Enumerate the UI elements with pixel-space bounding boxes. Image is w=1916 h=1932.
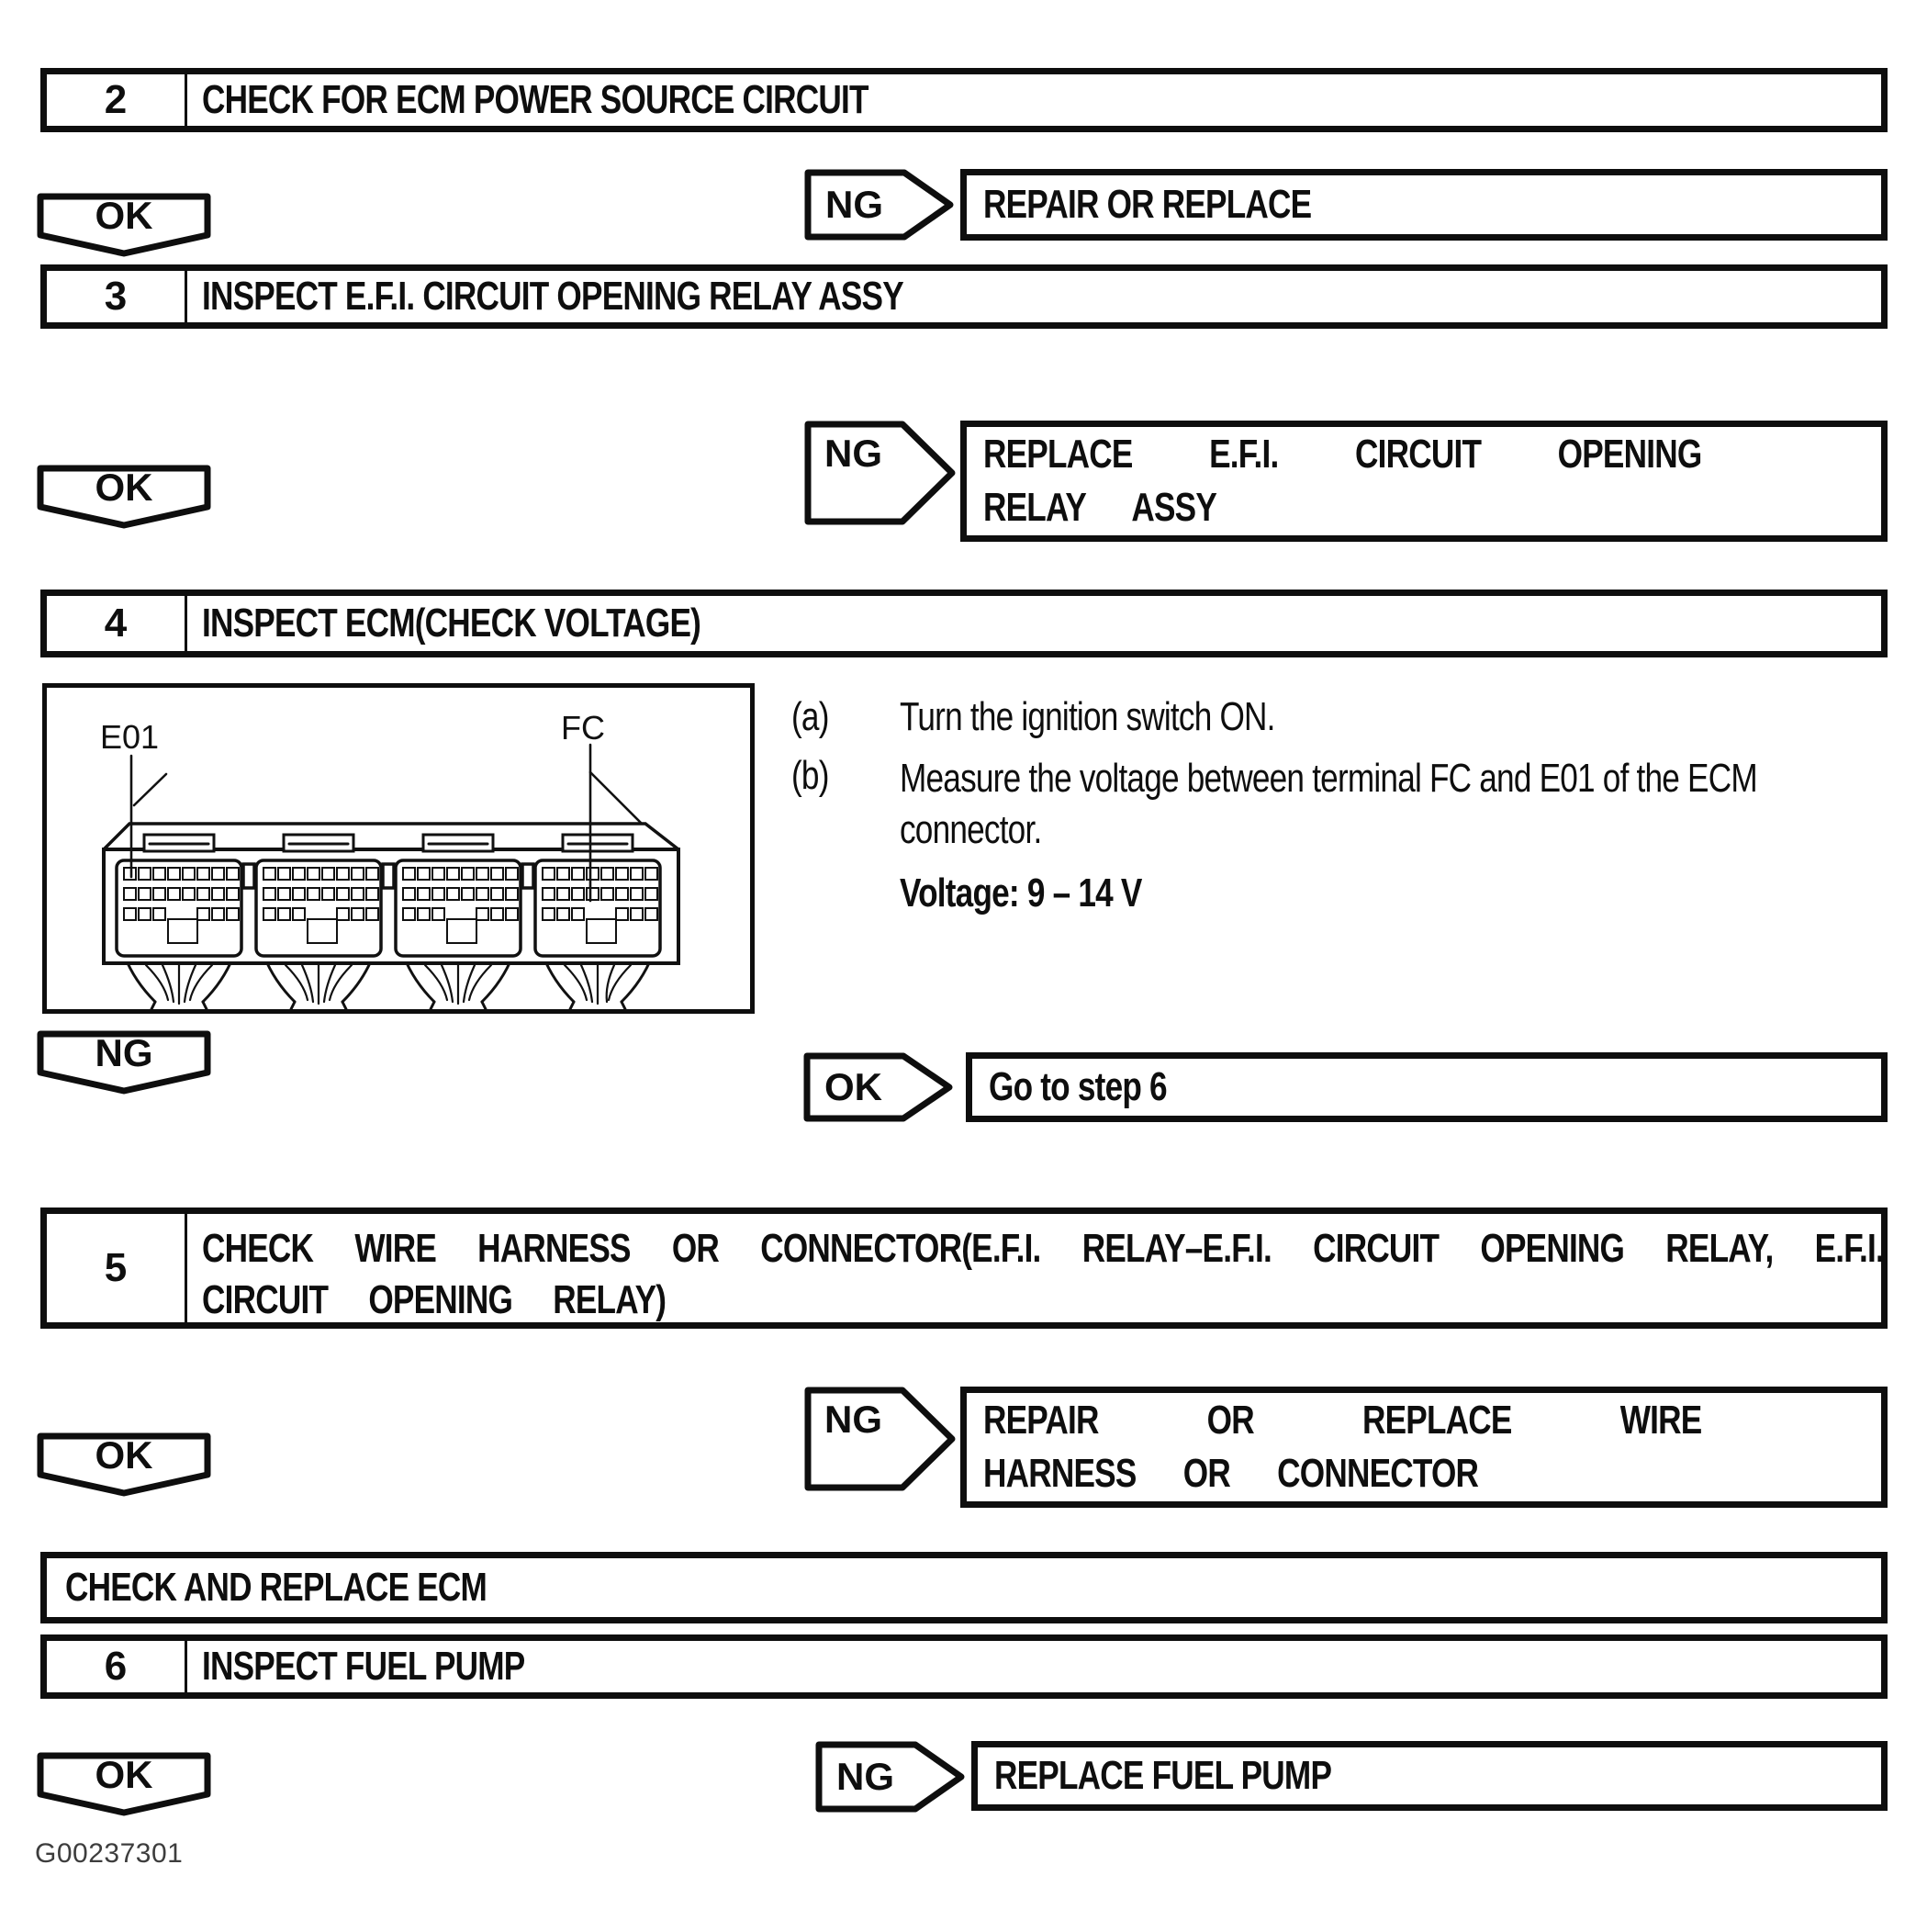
voltage-spec: Voltage: 9 – 14 V [900, 871, 1142, 915]
step3-header [40, 264, 1888, 329]
step6-result-box [971, 1741, 1888, 1811]
voltage-spec-row [900, 871, 1888, 916]
step3-ng-arrow [804, 421, 956, 525]
step2-header [40, 68, 1888, 132]
step3-ok-pentagon [37, 465, 211, 529]
step3-title: INSPECT E.F.I. CIRCUIT OPENING RELAY ASSY [202, 274, 903, 319]
step6-ok-label: OK [95, 1753, 153, 1796]
step3-ok-label: OK [95, 466, 153, 509]
step4-ok-arrow [803, 1052, 953, 1122]
step4-result-text: Go to step 6 [989, 1064, 1167, 1109]
ecm-connector-figure [42, 683, 755, 1014]
step6-number: 6 [104, 1644, 128, 1689]
step4-header [40, 590, 1888, 657]
check-replace-ecm-text: CHECK AND REPLACE ECM [65, 1565, 487, 1610]
step2-number-cell [47, 74, 187, 126]
step3-result-box [960, 421, 1888, 542]
figure-code: G00237301 [35, 1838, 184, 1869]
instruction-b [791, 753, 1888, 856]
step3-ng-label: NG [824, 432, 882, 475]
step4-instructions [791, 694, 1888, 916]
step6-ng-arrow [815, 1741, 965, 1813]
step2-title: CHECK FOR ECM POWER SOURCE CIRCUIT [202, 77, 868, 122]
step2-ng-label: NG [825, 183, 883, 226]
step2-result-text: REPAIR OR REPLACE [983, 182, 1312, 227]
step2-number: 2 [104, 77, 128, 122]
step3-title-cell [187, 271, 1881, 322]
step6-result-text: REPLACE FUEL PUMP [994, 1753, 1332, 1798]
step4-number-cell [47, 596, 187, 651]
figure-label-e01: E01 [100, 718, 160, 756]
step6-title-cell [187, 1641, 1881, 1692]
step6-number-cell [47, 1641, 187, 1692]
step2-result-box [960, 169, 1888, 241]
step5-result-text: REPAIR OR REPLACE WIRE HARNESS OR CONNECTOR [983, 1398, 1702, 1496]
step5-result-box [960, 1387, 1888, 1508]
step5-ok-pentagon [37, 1432, 211, 1497]
step3-number-cell [47, 271, 187, 322]
ecm-connector-art [47, 688, 750, 1009]
instruction-a-text: Turn the ignition switch ON. [900, 694, 1275, 739]
step6-ok-pentagon [37, 1752, 211, 1816]
step5-ok-label: OK [95, 1433, 153, 1477]
step2-ok-label: OK [95, 194, 153, 237]
step3-number: 3 [104, 274, 128, 319]
step4-result-box [966, 1052, 1888, 1122]
step3-result-text: REPLACE E.F.I. CIRCUIT OPENING RELAY ASSY [983, 432, 1702, 530]
instruction-a-index: (a) [791, 694, 829, 739]
step4-ng-pentagon [37, 1030, 211, 1095]
step6-ng-label: NG [836, 1755, 894, 1798]
figure-label-fc: FC [561, 709, 605, 747]
step4-ok-label: OK [824, 1065, 882, 1108]
step5-title-cell [187, 1214, 1916, 1322]
step6-header [40, 1634, 1888, 1699]
step5-number-cell [47, 1214, 187, 1322]
instruction-b-index: (b) [791, 753, 829, 798]
instruction-a [791, 694, 1888, 740]
step2-title-cell [187, 74, 1881, 126]
step4-title-cell [187, 596, 1881, 651]
step2-ng-arrow [804, 169, 954, 241]
step4-number: 4 [104, 601, 128, 646]
step4-title: INSPECT ECM(CHECK VOLTAGE) [202, 601, 701, 646]
step4-ng-label: NG [95, 1031, 153, 1074]
instruction-b-text: Measure the voltage between terminal FC and E01 of the ECM connector. [900, 756, 1757, 852]
check-replace-ecm-bar [40, 1552, 1888, 1623]
step5-ng-arrow [804, 1387, 956, 1491]
step2-ok-pentagon [37, 193, 211, 257]
step6-title: INSPECT FUEL PUMP [202, 1644, 525, 1689]
step5-ng-label: NG [824, 1398, 882, 1441]
step5-title: CHECK WIRE HARNESS OR CONNECTOR(E.F.I. RELAY–E.F.I. CIRCUIT OPENING RELAY, E.F.I. CIRCUIT OPENING RELAY) [202, 1226, 1884, 1322]
step5-header [40, 1208, 1888, 1329]
step5-number: 5 [104, 1245, 128, 1290]
